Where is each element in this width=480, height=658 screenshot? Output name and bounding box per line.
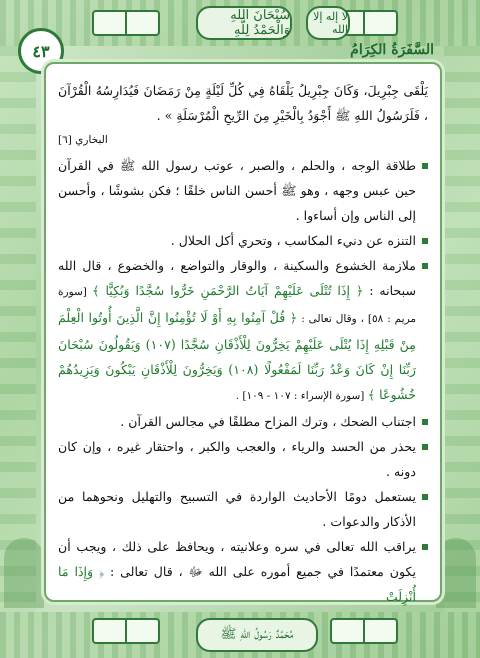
bottom-calligraphy-cartouche: مُحَمَّدٌ رَسُولُ اللهِ ﷺ [196,618,318,652]
page-number-badge: ٤٣ [18,28,64,74]
quran-verse: ﴿ قُلْ آمِنُوا بِهِ أَوْ لَا تُؤْمِنُوا إِنَّ الَّذِينَ أُوتُوا الْعِلْمَ مِنْ قَبْلِهِ إِذَا يُتْلَى عَلَيْهِمْ يَخِرُّونَ لِلْأَذْقَانِ سُجَّدًا (١٠٧) وَيَقُولُونَ سُبْحَانَ رَبِّنَا إِنْ كَانَ وَعْدُ رَبِّنَا لَمَفْعُولًا (١٠٨) وَيَخِرُّونَ لِلْأَذْقَانِ يَبْكُونَ وَيَزِيدُهُمْ خُشُوعًا ﴾ [58,310,417,402]
open-book-icon [92,618,160,644]
left-ornament-band [0,46,36,612]
verse-reference: [سورة مريم : ٥٨] ، وقال تعالى : [58,286,416,325]
page-content-panel [44,62,442,602]
top-calligraphy-cartouche: سُبْحَانَ اللهِ وَالْحَمْدُ لِلَّهِ [196,6,292,40]
mosque-silhouette-right [436,538,476,608]
quran-verse: ﴿ وَإِذَا مَا أُنْزِلَتْ [58,564,416,604]
list-item: طلاقة الوجه ، والحلم ، والصبر ، عوتب رسول الله ﷺ في القرآن حين عبس وجهه ، وهو ﷺ أحسن الناس خلقًا ؛ فكن بشوشًا ، وأحسن إلى الناس وإن أساءوا . [58,153,428,228]
list-item: يحذر من الحسد والرياء ، والعجب والكبر ، واحتقار غيره ، وإن كان دونه . [58,434,428,484]
list-item: التنزه عن دنيء المكاسب ، وتحري أكل الحلال . [58,228,428,253]
list-item: اجتناب الضحك ، وترك المزاح مطلقًا في مجالس القرآن . [58,409,428,434]
list-item: يستعمل دومًا الأحاديث الواردة في التسبيح والتهليل ونحوهما من الأذكار والدعوات . [58,484,428,534]
mosque-silhouette-left [4,538,44,608]
list-item [58,534,428,609]
list-item [58,253,428,409]
open-book-icon [330,618,398,644]
running-title: السَّفَرَةُ الكِرَامُ [350,42,434,58]
paragraph-hadith: يَلْقَى جِبْرِيلَ، وَكَانَ جِبْرِيلُ يَلْقَاهُ فِي كُلِّ لَيْلَةٍ مِنْ رَمَضَانَ فَيُدَارِسُهُ الْقُرْآنَ ، فَلَرَسُولُ اللهِ ﷺ أَجْوَدُ بِالْخَيْرِ مِنَ الرِّيحِ الْمُرْسَلَةِ » . [58,83,428,123]
reference-row [58,128,428,153]
quran-verse: ﴿ إِذَا تُتْلَى عَلَيْهِمْ آيَاتُ الرَّحْمَنِ خَرُّوا سُجَّدًا وَبُكِيًّا ﴾ [92,283,364,298]
right-ornament-band [444,46,480,612]
list-item-text: ملازمة الخشوع والسكينة ، والوقار والتواضع ، والخضوع ، قال الله سبحانه : [58,258,416,298]
top-small-cartouche: لا إله إلا الله [306,6,350,40]
list-item-text: يراقب الله تعالى في سره وعلانيته ، ويحافظ على ذلك ، ويجب أن يكون معتمدًا في جميع أموره على الله ﷻ ، قال تعالى : [58,539,416,579]
verse-reference: [سورة الإسراء : ١٠٧ - ١٠٩] . [235,390,368,402]
reference-bukhari: البخاري [٦] [58,134,108,146]
open-book-icon [92,10,160,36]
